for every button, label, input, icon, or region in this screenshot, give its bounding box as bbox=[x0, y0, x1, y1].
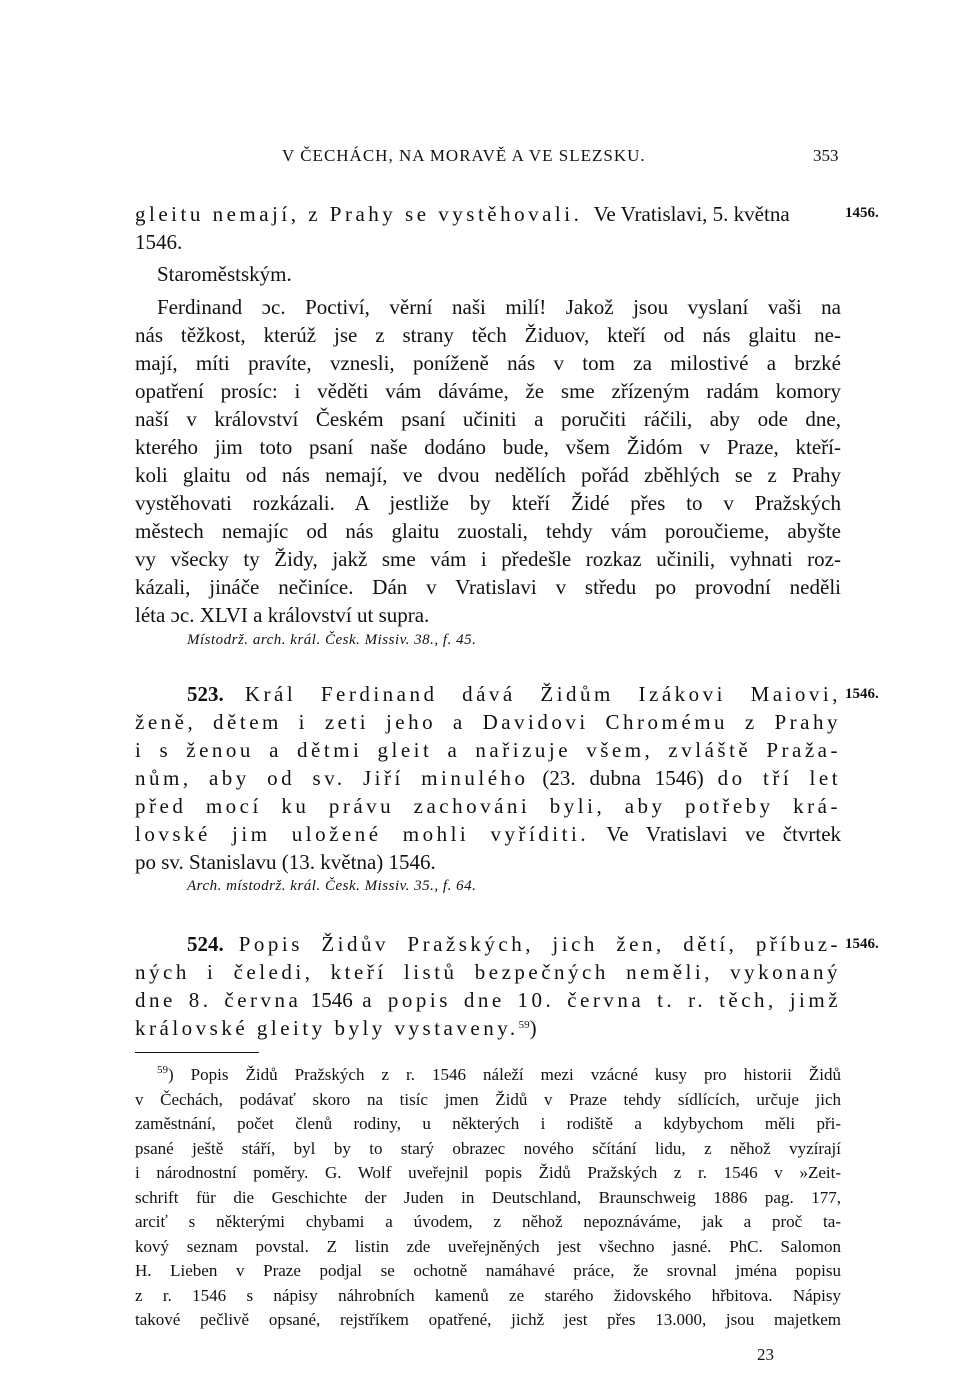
footnote-marker: 59 bbox=[157, 1064, 168, 1076]
text-line: nům, aby od sv. Jiří minulého (23. dubna 1546) do tří let bbox=[135, 766, 841, 790]
text-line: kterého jim toto psaní naše dodáno bude, všem Židóm v Praze, kteří- bbox=[135, 435, 841, 459]
text-line: léta ɔc. XLVI a království ut supra. bbox=[135, 603, 430, 627]
signature-mark: 23 bbox=[757, 1345, 774, 1364]
entry-number: 524. bbox=[187, 932, 224, 956]
footnote-line: kový seznam povstal. Z listin zde uveřejněných jest všechno jasné. PhC. Salomon bbox=[135, 1236, 841, 1256]
text-line: ženě, dětem i zeti jeho a Davidovi Chromému z Prahy bbox=[135, 710, 841, 734]
footnote-line: arciť s některými chybami a úvodem, z něhož nepoznáváme, jak a proč ta- bbox=[135, 1212, 841, 1231]
footnote-line: H. Lieben v Praze podjal se ochotně namáhavé práce, že srovnal jména popisu bbox=[135, 1261, 841, 1280]
recipient-line: Staroměstským. bbox=[157, 262, 292, 286]
text-line: nás těžkost, kterúž jse z strany těch Židuov, kteří od nás glaitu ne- bbox=[135, 323, 841, 347]
text-line: opatření prosíc: i věděti vám dáváme, že sme zřízeným radám komory bbox=[135, 379, 841, 403]
margin-year: 1546. bbox=[845, 936, 879, 952]
footnote-line: psané ještě stáří, byl by to starý obrazec nového sčítání lidu, z něhož vyzírají bbox=[135, 1138, 841, 1158]
text-line: koli glaitu od nás nemají, ve dvou nedělích pořád zběhlých se z Prahy bbox=[135, 463, 841, 487]
footnote-line: i národnostní poměry. G. Wolf uveřejnil popis Židů Pražských z r. 1546 v »Zeit- bbox=[135, 1163, 841, 1182]
footnote-line: takové pečlivě opsané, rejstříkem opatřené, jichž jest přes 13.000, jsou majetkem bbox=[135, 1310, 841, 1329]
footnote-line: zaměstnání, počet členů rodiny, u některých i rodiště a kdybychom měli při- bbox=[135, 1114, 841, 1133]
margin-year: 1546. bbox=[845, 686, 879, 702]
text-line: 1546. bbox=[135, 230, 183, 254]
text-line: naší v království Českém psaní učiniti a poručiti ráčili, aby ode dne, bbox=[135, 407, 841, 431]
text-line: vystěhovati rozkázali. A jestliže by kteří Židé přes to v Pražských bbox=[135, 491, 841, 515]
text-line: Ferdinand ɔc. Poctiví, věrní naši milí! Jakož jsou vyslaní vaši na bbox=[157, 295, 841, 319]
text-line: městech nemajíc od nás glaitu zuostali, tehdy vám poroučieme, abyšte bbox=[135, 519, 841, 543]
text-line: před mocí ku právu zachováni byli, aby potřeby krá- bbox=[135, 794, 841, 818]
text-line: po sv. Stanislavu (13. května) 1546. bbox=[135, 850, 436, 874]
entry-heading-line: 524. Popis Židův Pražských, jich žen, dětí, příbuz- bbox=[187, 932, 841, 956]
text-line: lovské jim uložené mohli vyříditi. Ve Vratislavi ve čtvrtek bbox=[135, 822, 841, 846]
running-header: V ČECHÁCH, NA MORAVĚ A VE SLEZSKU. bbox=[282, 146, 646, 165]
text-line: ných i čeledi, kteří listů bezpečných neměli, vykonaný bbox=[135, 960, 841, 984]
margin-year: 1456. bbox=[845, 205, 879, 221]
entry-number: 523. bbox=[187, 682, 224, 706]
text-line: mají, míti pravíte, vznesli, poníženě nás v tom za milostivé a brzké bbox=[135, 351, 841, 375]
footnote-line: z r. 1546 s nápisy náhrobních kamenů ze starého židovského hřbitova. Nápisy bbox=[135, 1285, 841, 1305]
footnote-line: v Čechách, podávať skoro na tisíc jmen Židů v Praze tehdy sídlících, určuje jich bbox=[135, 1089, 841, 1109]
footnote-line: $^{59}$) Popis Židů Pražských z r. 1546 náleží mezi vzácné kusy pro historii Židů bbox=[157, 1064, 841, 1084]
text-line: i s ženou a dětmi gleit a nařizuje všem, zvláště Praža- bbox=[135, 738, 841, 762]
page-number: 353 bbox=[813, 146, 839, 165]
archive-citation: Arch. místodrž. král. Česk. Missiv. 35., f. 64. bbox=[187, 878, 477, 894]
entry-heading-line: 523. Král Ferdinand dává Židům Izákovi Maiovi, bbox=[187, 682, 841, 706]
text-line: gleitu nemají, z Prahy se vystěhovali. Ve Vratislavi, 5. května bbox=[135, 202, 790, 226]
text-line: kázali, jináče nečiníce. Dán v Vratislavi v středu po provodní neděli bbox=[135, 575, 841, 599]
footnote-divider bbox=[135, 1052, 259, 1053]
archive-citation: Místodrž. arch. král. Česk. Missiv. 38., f. 45. bbox=[187, 632, 477, 648]
text-line: královské gleity byly vystaveny.$^{59}$) bbox=[135, 1016, 537, 1040]
text-line: dne 8. června 1546 a popis dne 10. června t. r. těch, jimž bbox=[135, 988, 841, 1012]
footnote-line: schrift für die Geschichte der Juden in Deutschland, Braunschweig 1886 pag. 177, bbox=[135, 1187, 841, 1207]
footnote-ref[interactable]: 59 bbox=[518, 1019, 530, 1031]
text-line: vy všecky ty Židy, jakž sme vám i předešle rozkaz učinili, vyhnati roz- bbox=[135, 547, 841, 571]
